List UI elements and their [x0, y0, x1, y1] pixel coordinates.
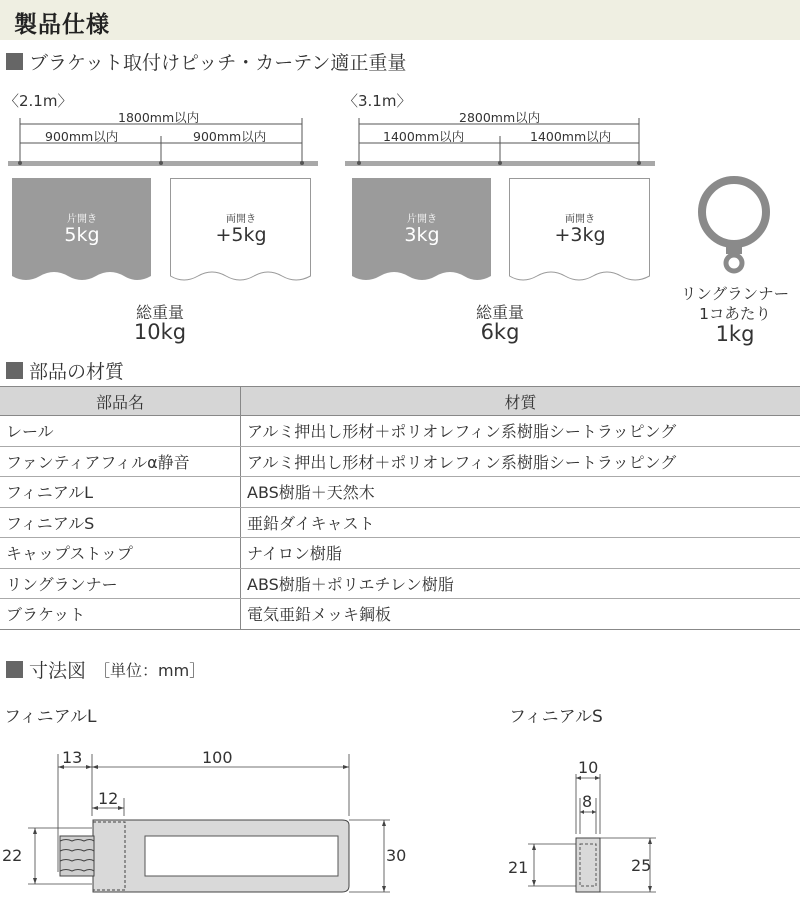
part-name-cell: リングランナー — [0, 568, 241, 599]
material-cell: アルミ押出し形材＋ポリオレフィン系樹脂シートラッピング — [241, 416, 800, 447]
materials-section-title: 部品の材質 — [29, 361, 125, 383]
ring-runner-icon — [692, 170, 782, 280]
title-banner — [0, 0, 800, 40]
finial-s-dim-21: 21 — [508, 858, 529, 877]
table-row — [0, 507, 800, 538]
column-header-material: 材質 — [241, 387, 800, 416]
material-cell: アルミ押出し形材＋ポリオレフィン系樹脂シートラッピング — [241, 446, 800, 477]
material-cell: 電気亜鉛メッキ鋼板 — [241, 599, 800, 630]
dimensions-section-title: 寸法図 — [29, 660, 87, 682]
dimensions-section-heading — [6, 656, 205, 683]
material-cell: ABS樹脂＋天然木 — [241, 477, 800, 508]
finial-s-dim-25: 25 — [631, 856, 652, 875]
materials-section-heading — [6, 357, 124, 384]
part-name-cell: ファンティアフィルα静音 — [0, 446, 241, 477]
right-panel1-type: 片開き — [407, 214, 437, 225]
left-total-span: 1800mm以内 — [118, 110, 200, 125]
table-row — [0, 477, 800, 508]
right-panel1-weight: 3kg — [404, 224, 440, 246]
column-header-part: 部品名 — [0, 387, 241, 416]
material-cell: ナイロン樹脂 — [241, 538, 800, 569]
right-panel2-type: 両開き — [565, 214, 595, 225]
table-row — [0, 538, 800, 569]
right-rail-diagram — [340, 110, 660, 180]
ring-line1: リングランナー — [680, 285, 790, 303]
part-name-cell: ブラケット — [0, 599, 241, 630]
finial-l-dim-100: 100 — [202, 748, 233, 767]
part-name-cell: フィニアルL — [0, 477, 241, 508]
ring-weight: 1kg — [715, 322, 755, 346]
left-panel2-type: 両開き — [226, 214, 256, 225]
finial-l-label: フィニアルL — [4, 707, 97, 727]
finial-l-dim-13: 13 — [62, 748, 83, 767]
left-size-label: 〈2.1m〉 — [4, 92, 73, 110]
section-square-icon — [6, 661, 23, 678]
right-span-a: 1400mm以内 — [383, 129, 465, 144]
left-panel1-type: 片開き — [67, 214, 97, 225]
finial-l-dim-22: 22 — [2, 846, 23, 865]
finial-s-label: フィニアルS — [509, 707, 603, 727]
ring-line2: 1コあたり — [699, 305, 771, 323]
left-total-label: 総重量 — [135, 303, 184, 322]
right-total-label: 総重量 — [475, 303, 524, 322]
right-size-label: 〈3.1m〉 — [343, 92, 412, 110]
table-header-row — [0, 387, 800, 416]
materials-table — [0, 386, 800, 630]
section-square-icon — [6, 362, 23, 379]
left-total-weight: 10kg — [133, 320, 187, 344]
bracket-section-heading — [6, 48, 406, 75]
material-cell: 亜鉛ダイキャスト — [241, 507, 800, 538]
material-cell: ABS樹脂＋ポリエチレン樹脂 — [241, 568, 800, 599]
part-name-cell: レール — [0, 416, 241, 447]
right-span-b: 1400mm以内 — [530, 129, 612, 144]
part-name-cell: フィニアルS — [0, 507, 241, 538]
left-panel1-weight: 5kg — [64, 224, 100, 246]
table-row — [0, 446, 800, 477]
finial-s-dim-10: 10 — [578, 758, 599, 777]
page-title: 製品仕様 — [14, 12, 110, 38]
finial-l-dim-30: 30 — [386, 846, 407, 865]
table-row — [0, 416, 800, 447]
right-total-span: 2800mm以内 — [459, 110, 541, 125]
part-name-cell: キャップストップ — [0, 538, 241, 569]
left-span-b: 900mm以内 — [193, 129, 267, 144]
right-panel2-weight: +3kg — [554, 224, 606, 246]
table-row — [0, 568, 800, 599]
finial-l-dim-12: 12 — [98, 789, 119, 808]
section-square-icon — [6, 53, 23, 70]
dimensions-unit: ［単位：mm］ — [94, 661, 206, 680]
table-row — [0, 599, 800, 630]
left-span-a: 900mm以内 — [45, 129, 119, 144]
left-rail-diagram — [0, 110, 330, 180]
finial-s-dim-8: 8 — [582, 792, 593, 811]
left-panel2-weight: +5kg — [215, 224, 267, 246]
bracket-section-title: ブラケット取付けピッチ・カーテン適正重量 — [29, 52, 407, 74]
right-total-weight: 6kg — [480, 320, 520, 344]
